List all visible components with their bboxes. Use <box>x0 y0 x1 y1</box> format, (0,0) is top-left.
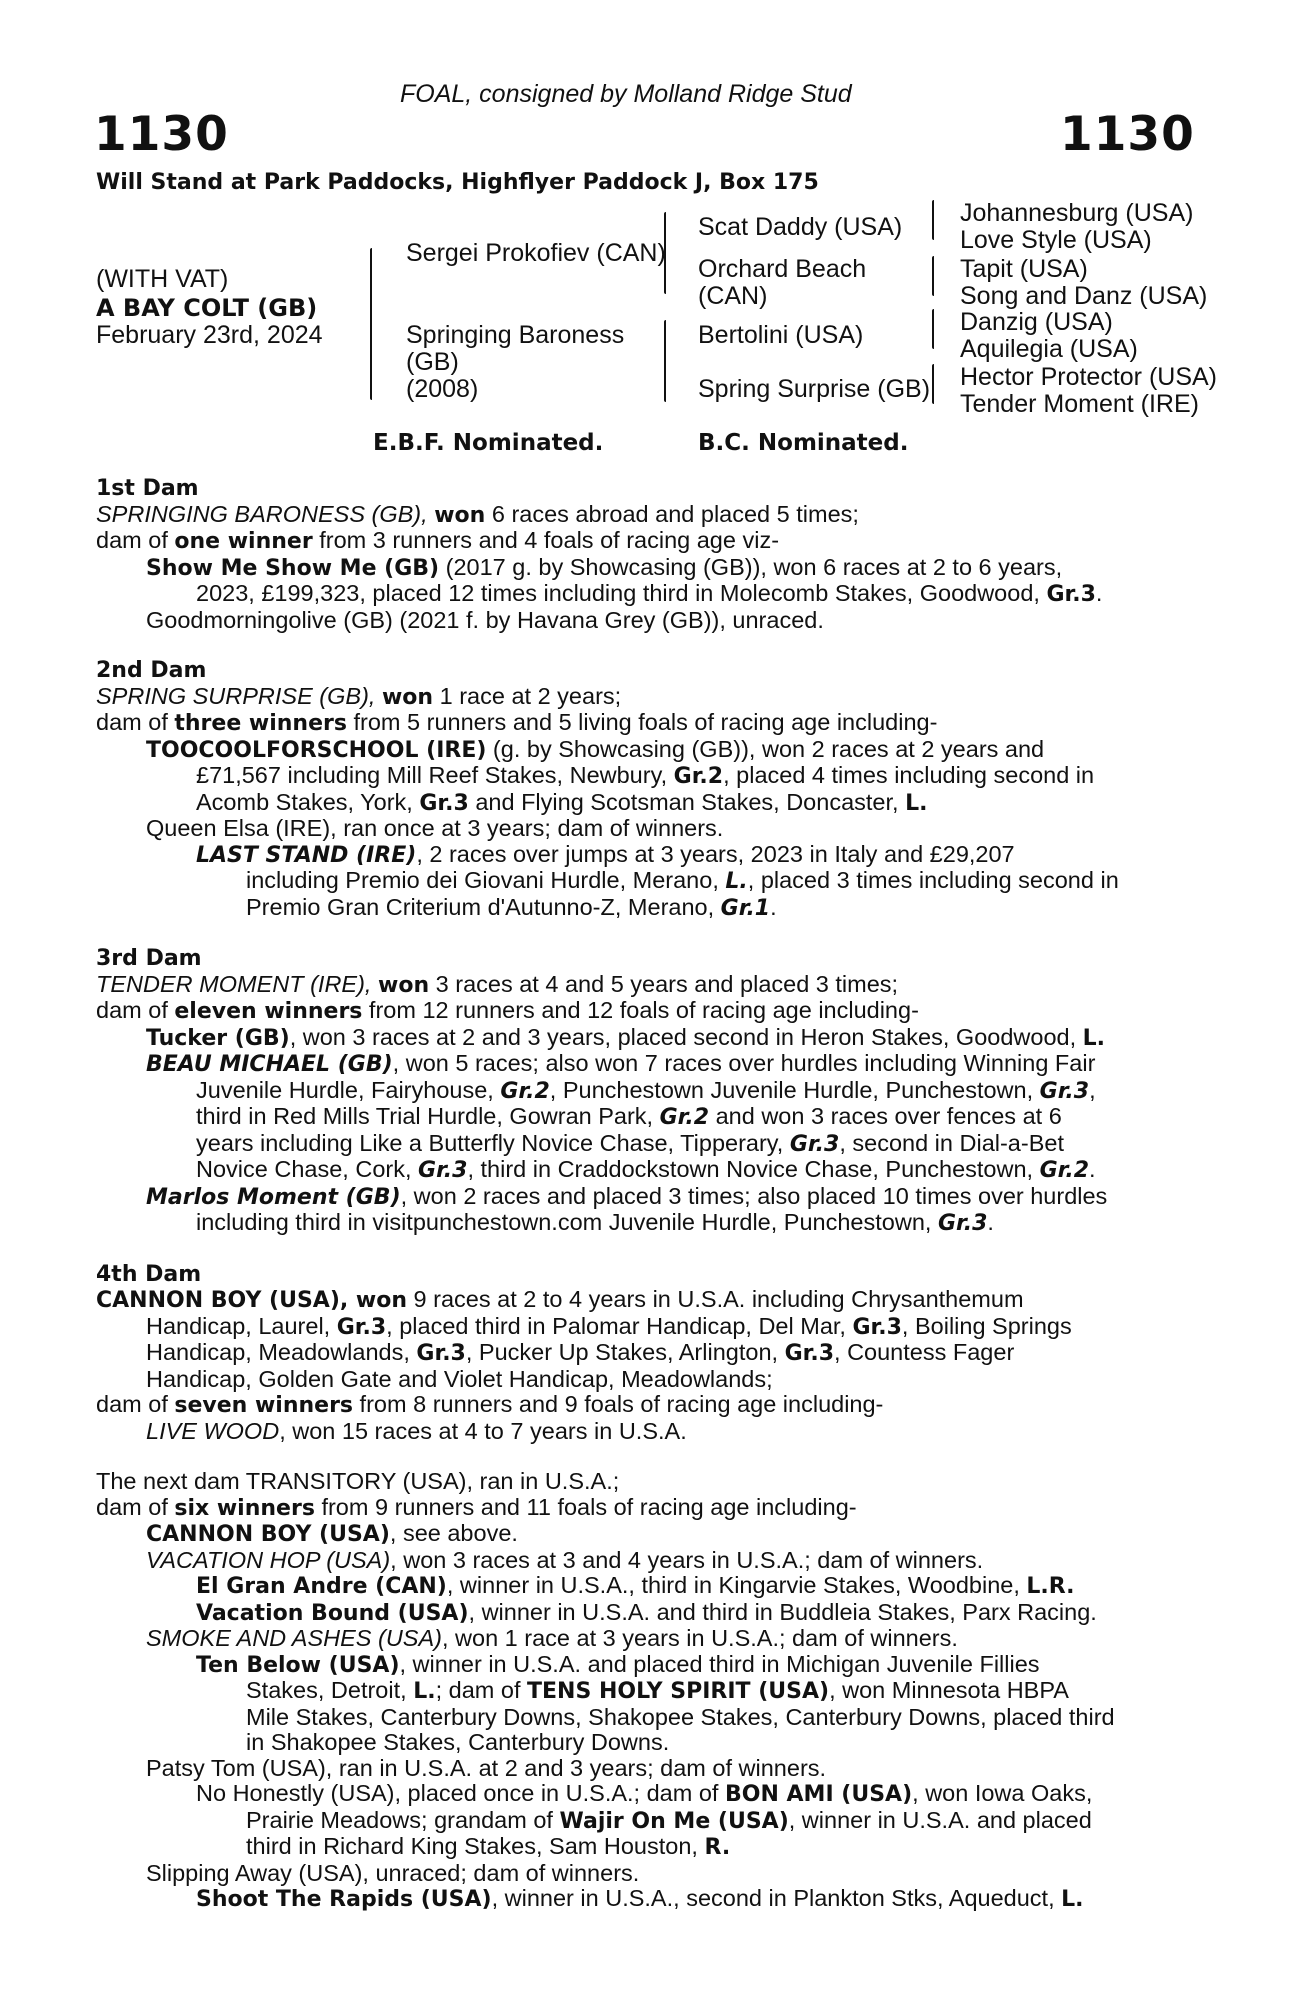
second-dam-grandfoal-cont: including Premio dei Giovani Hurdle, Merano, L., placed 3 times including second in <box>246 867 1119 894</box>
pedigree-brace-parents <box>370 248 372 400</box>
pedigree-sire-dam-line1: Orchard Beach <box>698 255 867 283</box>
second-dam-foal-2: Queen Elsa (IRE), ran once at 3 years; dam of winners. <box>146 815 724 841</box>
bc-nominated: B.C. Nominated. <box>698 430 909 456</box>
second-dam-grandfoal: LAST STAND (IRE), 2 races over jumps at 3 years, 2023 in Italy and £29,207 <box>196 840 1015 868</box>
third-dam-foal-2-cont: Juvenile Hurdle, Fairyhouse, Gr.2, Punchestown Juvenile Hurdle, Punchestown, Gr.3, <box>196 1076 1096 1104</box>
fourth-dam-foal-1: LIVE WOOD, won 15 races at 4 to 7 years in U.S.A. <box>146 1417 687 1444</box>
pedigree-g5: Danzig (USA) <box>960 308 1113 336</box>
next-dam-foal-4: Patsy Tom (USA), ran in U.S.A. at 2 and 3 years; dam of winners. <box>146 1754 827 1781</box>
catalogue-body <box>96 476 1200 1913</box>
pedigree-g3: Tapit (USA) <box>960 255 1088 283</box>
horse-name: A BAY COLT (GB) <box>96 294 318 322</box>
pedigree-sire-dam-line2: (CAN) <box>698 282 768 310</box>
first-dam-heading: 1st Dam <box>96 476 199 501</box>
pedigree-g2: Love Style (USA) <box>960 226 1152 254</box>
fourth-dam-heading: 4th Dam <box>96 1261 202 1287</box>
pedigree-brace-g2 <box>932 256 934 296</box>
first-dam-foal-1: Show Me Show Me (GB) (2017 g. by Showcasing (GB)), won 6 races at 2 to 6 years, <box>146 553 1063 581</box>
next-dam-grandfoal-2: Vacation Bound (USA), winner in U.S.A. and third in Buddleia Stakes, Parx Racing. <box>196 1598 1097 1626</box>
second-dam-grandfoal-cont: Premio Gran Criterium d'Autunno-Z, Merano, Gr.1. <box>246 893 777 921</box>
next-dam-foal-1: CANNON BOY (USA), see above. <box>146 1520 518 1547</box>
next-dam-foal-3: SMOKE AND ASHES (USA), won 1 race at 3 years in U.S.A.; dam of winners. <box>146 1625 958 1651</box>
pedigree-brace-g3 <box>932 309 934 349</box>
next-dam-grandfoal-4: No Honestly (USA), placed once in U.S.A.; dam of BON AMI (USA), won Iowa Oaks, <box>196 1780 1093 1807</box>
next-dam-line: The next dam TRANSITORY (USA), ran in U.S.A.; <box>96 1468 620 1494</box>
lot-number-left: 1130 <box>94 107 229 162</box>
fourth-dam-line-cont: Handicap, Meadowlands, Gr.3, Pucker Up Stakes, Arlington, Gr.3, Countess Fager <box>146 1339 1015 1366</box>
next-dam-grandfoal-3-cont: in Shakopee Stakes, Canterbury Downs. <box>246 1729 670 1755</box>
next-dam-grandfoal-3: Ten Below (USA), winner in U.S.A. and placed third in Michigan Juvenile Fillies <box>196 1650 1040 1678</box>
third-dam-produce-summary: dam of eleven winners from 12 runners and 12 foals of racing age including- <box>96 997 919 1024</box>
foaling-date: February 23rd, 2024 <box>96 321 323 349</box>
next-dam-foal-2: VACATION HOP (USA), won 3 races at 3 and 4 years in U.S.A.; dam of winners. <box>146 1546 984 1573</box>
third-dam-foal-3-cont: including third in visitpunchestown.com Juvenile Hurdle, Punchestown, Gr.3. <box>196 1209 994 1236</box>
fourth-dam-produce-summary: dam of seven winners from 8 runners and 9 foals of racing age including- <box>96 1391 884 1418</box>
pedigree-brace-g1 <box>932 200 934 240</box>
first-dam-produce-summary: dam of one winner from 3 runners and 4 foals of racing age viz- <box>96 527 780 554</box>
fourth-dam-line-cont: Handicap, Golden Gate and Violet Handicap, Meadowlands; <box>146 1365 773 1392</box>
first-dam-foal-1-cont: 2023, £199,323, placed 12 times including third in Molecomb Stakes, Goodwood, Gr.3. <box>196 580 1103 607</box>
pedigree-g4: Song and Danz (USA) <box>960 282 1208 310</box>
pedigree-dam-line2: (GB) <box>406 348 459 376</box>
third-dam-foal-2-cont: years including Like a Butterfly Novice Chase, Tipperary, Gr.3, second in Dial-a-Bet <box>196 1129 1064 1157</box>
next-dam-grandfoal-4-cont: Prairie Meadows; grandam of Wajir On Me (USA), winner in U.S.A. and placed <box>246 1806 1092 1834</box>
consignment-line: FOAL, consigned by Molland Ridge Stud <box>400 80 852 108</box>
third-dam-foal-1: Tucker (GB), won 3 races at 2 and 3 years, placed second in Heron Stakes, Goodwood, L. <box>146 1023 1106 1051</box>
third-dam-foal-2-cont: third in Red Mills Trial Hurdle, Gowran Park, Gr.2 and won 3 races over fences at 6 <box>196 1103 1062 1130</box>
second-dam-foal-1: TOOCOOLFORSCHOOL (IRE) (g. by Showcasing (GB)), won 2 races at 2 years and <box>146 735 1045 763</box>
second-dam-heading: 2nd Dam <box>96 658 207 683</box>
next-dam-grandfoal-5: Shoot The Rapids (USA), winner in U.S.A., second in Plankton Stks, Aqueduct, L. <box>196 1885 1084 1912</box>
fourth-dam-line: CANNON BOY (USA), won 9 races at 2 to 4 years in U.S.A. including Chrysanthemum <box>96 1286 1024 1313</box>
third-dam-foal-3: Marlos Moment (GB), won 2 races and placed 3 times; also placed 10 times over hurdles <box>146 1182 1108 1210</box>
pedigree-brace-dam <box>664 320 666 402</box>
second-dam-foal-1-cont: Acomb Stakes, York, Gr.3 and Flying Scotsman Stakes, Doncaster, L. <box>196 788 928 816</box>
fourth-dam-line-cont: Handicap, Laurel, Gr.3, placed third in Palomar Handicap, Del Mar, Gr.3, Boiling Springs <box>146 1312 1072 1340</box>
pedigree-sire: Sergei Prokofiev (CAN) <box>406 239 666 267</box>
first-dam-line: SPRINGING BARONESS (GB), won 6 races abroad and placed 5 times; <box>96 500 859 528</box>
pedigree-dam-line3: (2008) <box>406 375 479 403</box>
second-dam-produce-summary: dam of three winners from 5 runners and 5 living foals of racing age including- <box>96 709 938 736</box>
pedigree-g8: Tender Moment (IRE) <box>960 390 1199 418</box>
third-dam-heading: 3rd Dam <box>96 946 202 971</box>
pedigree-dam-line1: Springing Baroness <box>406 321 625 349</box>
ebf-nominated: E.B.F. Nominated. <box>373 430 604 456</box>
third-dam-foal-2-cont: Novice Chase, Cork, Gr.3, third in Craddockstown Novice Chase, Punchestown, Gr.2. <box>196 1156 1096 1183</box>
pedigree-brace-g4 <box>932 364 934 404</box>
pedigree-g1: Johannesburg (USA) <box>960 199 1194 227</box>
pedigree-dam-dam: Spring Surprise (GB) <box>698 375 931 403</box>
next-dam-grandfoal-4-cont: third in Richard King Stakes, Sam Houston, R. <box>246 1833 731 1860</box>
second-dam-line: SPRING SURPRISE (GB), won 1 race at 2 years; <box>96 682 622 710</box>
pedigree-sire-sire: Scat Daddy (USA) <box>698 213 903 241</box>
next-dam-grandfoal-1: El Gran Andre (CAN), winner in U.S.A., third in Kingarvie Stakes, Woodbine, L.R. <box>196 1572 1075 1599</box>
lot-number-right: 1130 <box>1060 107 1195 162</box>
vat-label: (WITH VAT) <box>96 265 229 293</box>
next-dam-grandfoal-3-cont: Mile Stakes, Canterbury Downs, Shakopee Stakes, Canterbury Downs, placed third <box>246 1703 1115 1730</box>
first-dam-foal-2: Goodmorningolive (GB) (2021 f. by Havana Grey (GB)), unraced. <box>146 606 824 633</box>
next-dam-foal-5: Slipping Away (USA), unraced; dam of winners. <box>146 1859 640 1886</box>
next-dam-grandfoal-3-cont: Stakes, Detroit, L.; dam of TENS HOLY SPIRIT (USA), won Minnesota HBPA <box>246 1677 1069 1704</box>
pedigree-dam-sire: Bertolini (USA) <box>698 321 864 349</box>
third-dam-line: TENDER MOMENT (IRE), won 3 races at 4 and 5 years and placed 3 times; <box>96 970 899 998</box>
pedigree-g7: Hector Protector (USA) <box>960 363 1218 391</box>
stand-location: Will Stand at Park Paddocks, Highflyer Paddock J, Box 175 <box>96 170 819 195</box>
next-dam-produce-summary: dam of six winners from 9 runners and 11 foals of racing age including- <box>96 1493 857 1521</box>
second-dam-foal-1-cont: £71,567 including Mill Reef Stakes, Newbury, Gr.2, placed 4 times including second in <box>196 762 1095 789</box>
third-dam-foal-2: BEAU MICHAEL (GB), won 5 races; also won 7 races over hurdles including Winning Fair <box>146 1050 1096 1077</box>
pedigree-g6: Aquilegia (USA) <box>960 335 1138 363</box>
